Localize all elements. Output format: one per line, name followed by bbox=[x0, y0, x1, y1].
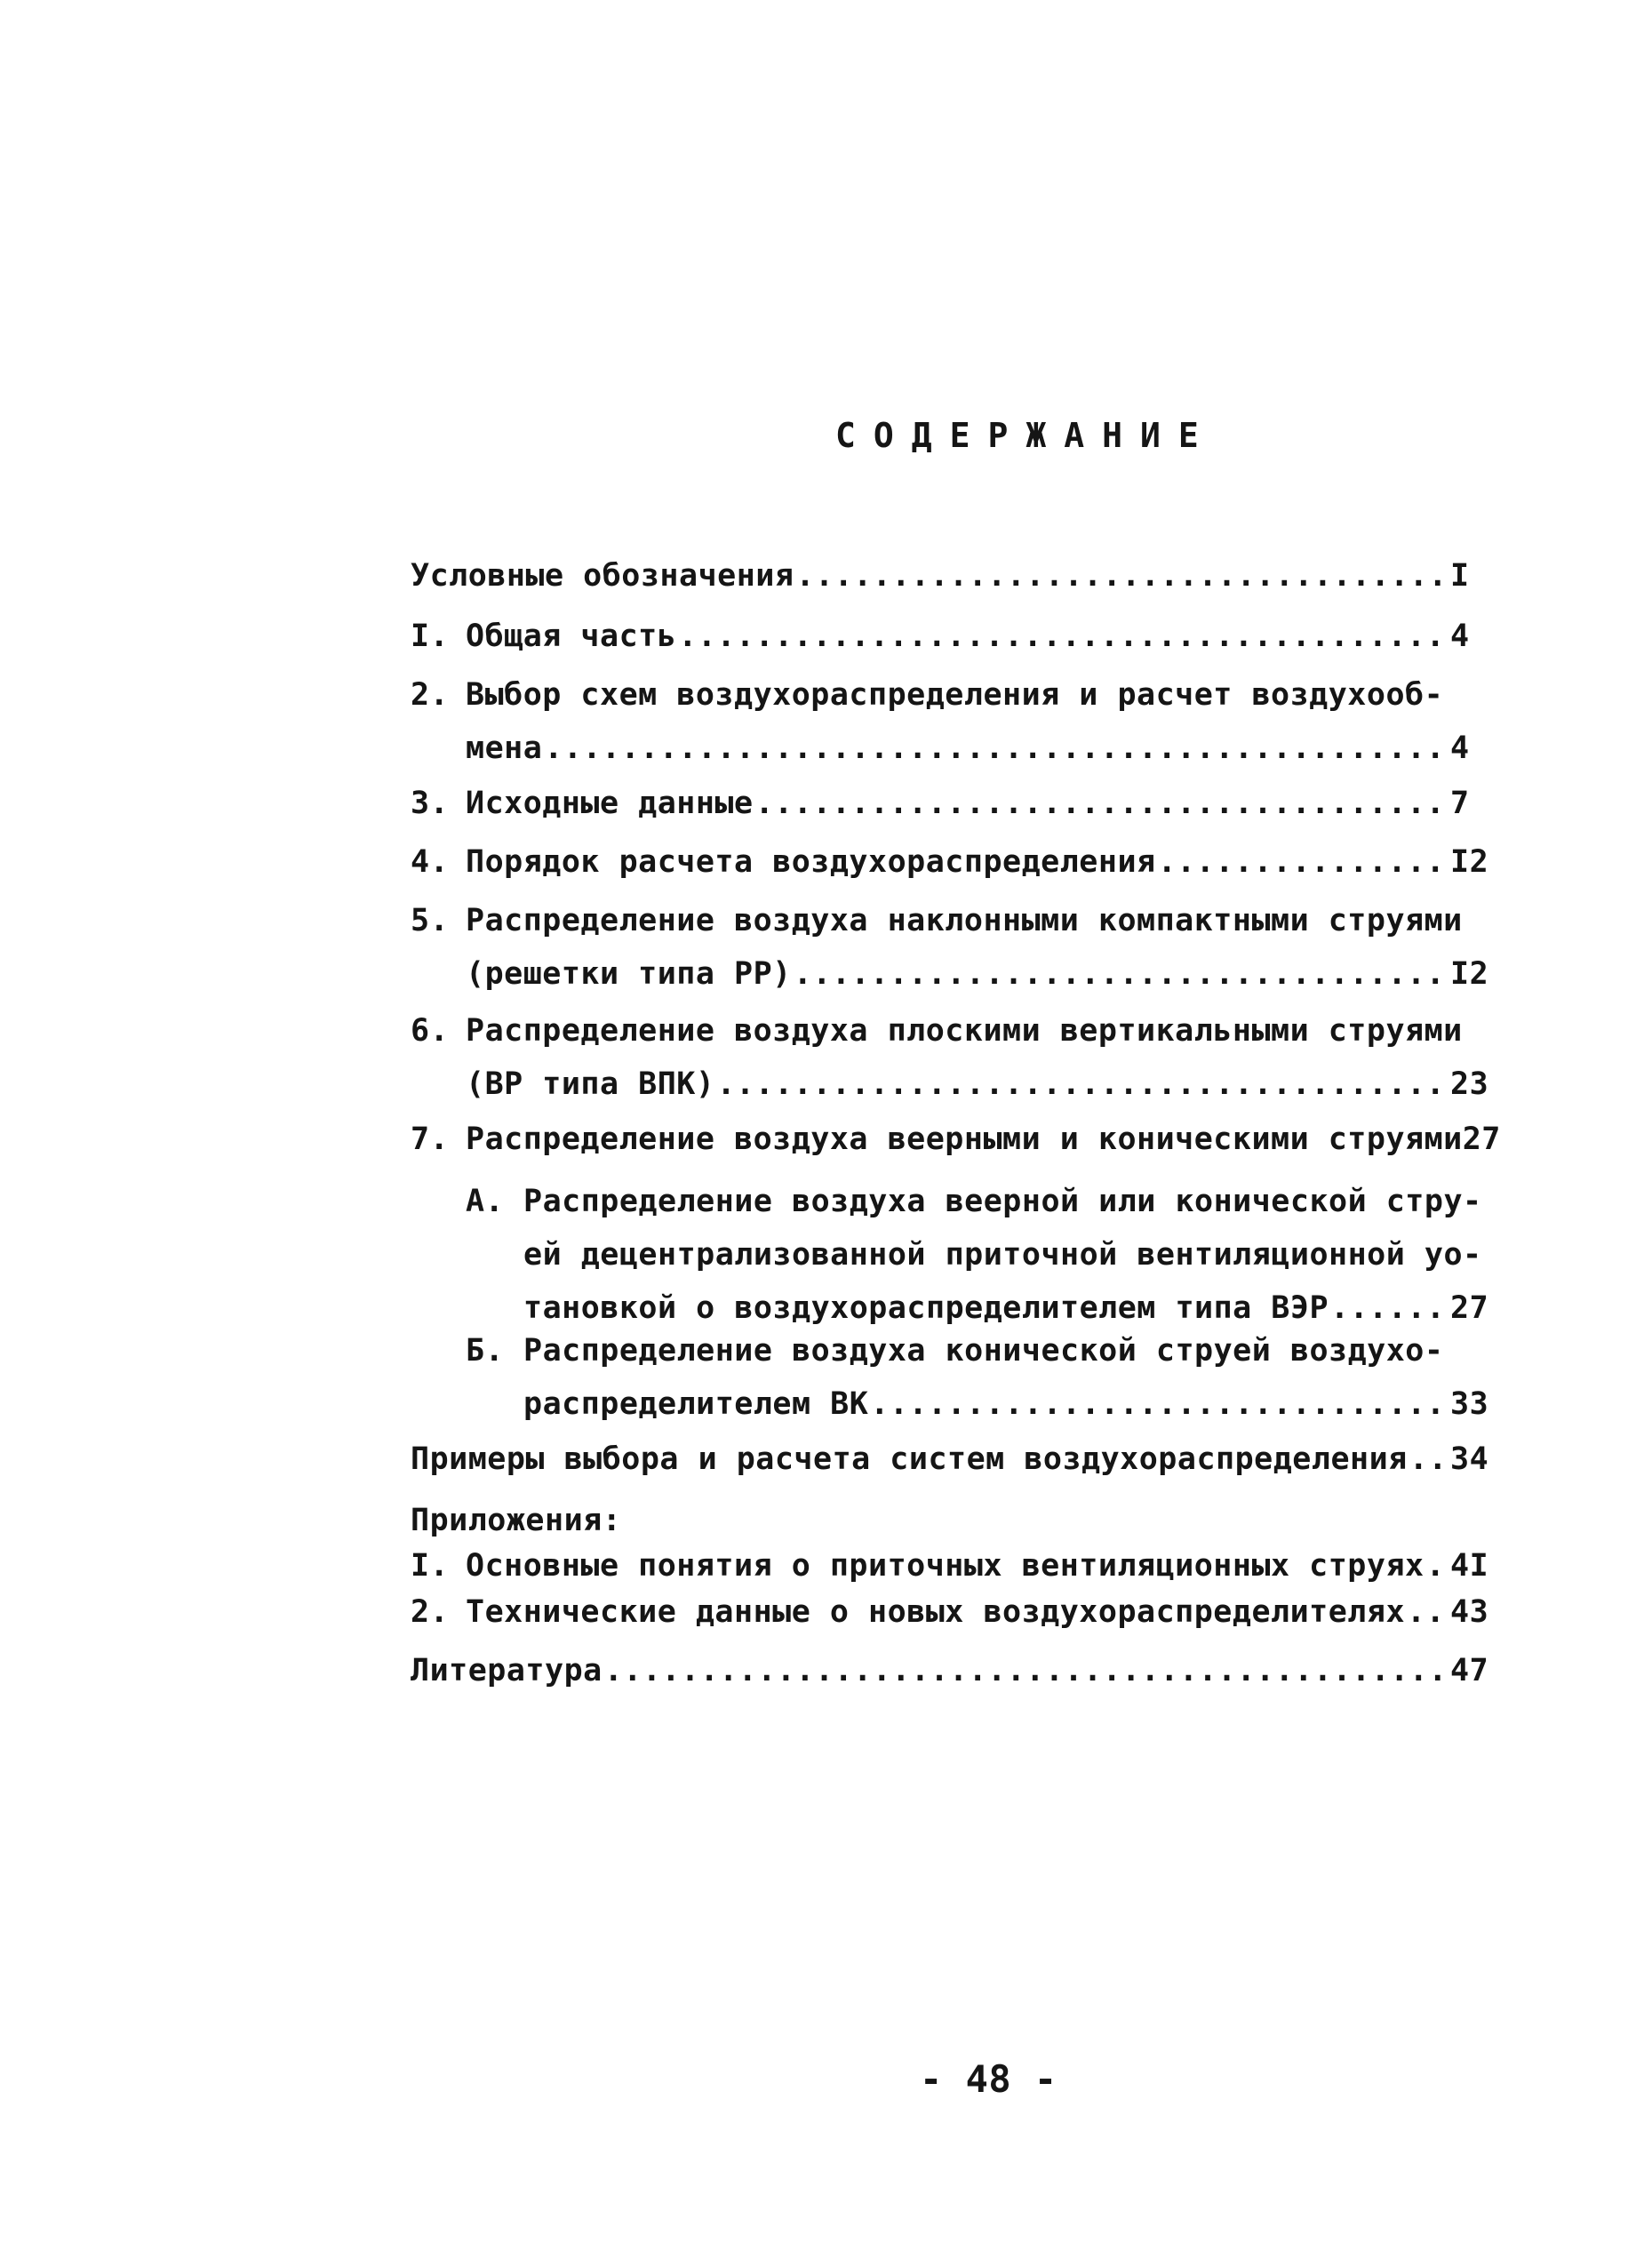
dot-leader bbox=[1158, 835, 1445, 889]
dot-leader bbox=[604, 1644, 1445, 1697]
toc-entry-text-cont: (ВР типа ВПК) bbox=[466, 1066, 715, 1102]
toc-page-number: 4 bbox=[1450, 619, 1470, 654]
toc-page-number: I bbox=[1450, 558, 1470, 594]
toc-entry-text-cont: тановкой о воздухораспределителем типа ВЭР bbox=[523, 1290, 1329, 1326]
toc-page-number: I2 bbox=[1450, 844, 1489, 880]
dot-leader bbox=[1407, 1589, 1445, 1635]
toc-entry-text: Распределение воздуха плоскими вертикальными струями bbox=[466, 1013, 1463, 1049]
toc-entry-text-cont: распределителем ВК bbox=[523, 1386, 869, 1422]
toc-page-number: 33 bbox=[1450, 1386, 1489, 1422]
toc-entry-text-cont: мена bbox=[466, 730, 543, 766]
appendices-label: Приложения: bbox=[411, 1503, 622, 1538]
toc-page-number: 27 bbox=[1450, 1290, 1489, 1326]
toc-entry-7b bbox=[411, 1324, 1512, 1431]
toc-entry-number: 2. bbox=[411, 677, 450, 713]
dot-leader bbox=[716, 1058, 1445, 1111]
toc-entry-text: Распределение воздуха веерными и коническими струями bbox=[466, 1122, 1463, 1157]
toc-entry-number: I. bbox=[411, 619, 450, 654]
page-number-footer: - 48 - bbox=[920, 2057, 1057, 2101]
toc-entry-number: 2. bbox=[411, 1594, 450, 1630]
toc-entry-7 bbox=[411, 1113, 1512, 1166]
toc-entry-text: Основные понятия о приточных вентиляционных струях bbox=[466, 1548, 1425, 1584]
toc-page-number: I2 bbox=[1450, 956, 1489, 992]
toc-entry-text: Общая часть bbox=[466, 619, 677, 654]
toc-entry-text: Исходные данные bbox=[466, 786, 754, 821]
toc-entry-number: 5. bbox=[411, 903, 450, 938]
toc-entry-text: Литература bbox=[411, 1653, 603, 1688]
toc-entry-1 bbox=[411, 610, 1512, 663]
dot-leader bbox=[1409, 1433, 1445, 1486]
toc-page-number: 27 bbox=[1462, 1122, 1501, 1157]
toc-entry-text: Распределение воздуха конической струей воздухо- bbox=[523, 1333, 1444, 1369]
toc-page-number: 23 bbox=[1450, 1066, 1489, 1102]
dot-leader bbox=[1426, 1543, 1445, 1589]
toc-entry-text: Выбор схем воздухораспределения и расчет воздухооб- bbox=[466, 677, 1444, 713]
toc-entry-text: Примеры выбора и расчета систем воздухораспределения bbox=[411, 1441, 1408, 1477]
toc-page-number: 34 bbox=[1450, 1441, 1489, 1477]
toc-entry-number: 3. bbox=[411, 786, 450, 821]
toc-entry-7a bbox=[411, 1175, 1512, 1335]
toc-entry-text: Распределение воздуха наклонными компактными струями bbox=[466, 903, 1463, 938]
dot-leader bbox=[755, 777, 1445, 830]
toc-entry-2 bbox=[411, 668, 1512, 775]
toc-page-number: 7 bbox=[1450, 786, 1470, 821]
toc-entry-text: Технические данные о новых воздухораспределителях bbox=[466, 1594, 1406, 1630]
dot-leader bbox=[794, 947, 1445, 1001]
page-title: СОДЕРЖАНИЕ bbox=[835, 416, 1217, 455]
toc-entry-symbols bbox=[411, 549, 1512, 603]
toc-entry-4 bbox=[411, 835, 1512, 889]
toc-page-number: 47 bbox=[1450, 1653, 1489, 1688]
toc-entry-number: Б. bbox=[466, 1333, 505, 1369]
toc-entry-text: Условные обозначения bbox=[411, 558, 794, 594]
toc-entry-5 bbox=[411, 894, 1512, 1001]
dot-leader bbox=[678, 610, 1445, 663]
toc-entry-3 bbox=[411, 777, 1512, 830]
dot-leader bbox=[544, 722, 1445, 775]
toc-entry-text: Распределение воздуха веерной или конической стру- bbox=[523, 1184, 1482, 1219]
toc-entry-6 bbox=[411, 1004, 1512, 1111]
toc-appendices bbox=[411, 1498, 1512, 1635]
dot-leader bbox=[795, 549, 1445, 603]
toc-entry-number: 6. bbox=[411, 1013, 450, 1049]
toc-entry-text: Порядок расчета воздухораспределения bbox=[466, 844, 1156, 880]
dot-leader bbox=[870, 1377, 1445, 1431]
toc-entry-number: 7. bbox=[411, 1122, 450, 1157]
toc-entry-text-cont: (решетки типа РР) bbox=[466, 956, 792, 992]
toc-entry-number: А. bbox=[466, 1184, 505, 1219]
toc-page-number: 4 bbox=[1450, 730, 1470, 766]
toc-entry-examples bbox=[411, 1433, 1512, 1486]
toc-entry-number: 4. bbox=[411, 844, 450, 880]
toc-page-number: 43 bbox=[1450, 1594, 1489, 1630]
toc-page-number: 4I bbox=[1450, 1548, 1489, 1584]
toc-entry-literature bbox=[411, 1644, 1512, 1697]
toc-entry-number: I. bbox=[411, 1548, 450, 1584]
toc-entry-text-cont: ей децентрализованной приточной вентиляционной уо- bbox=[523, 1237, 1482, 1273]
